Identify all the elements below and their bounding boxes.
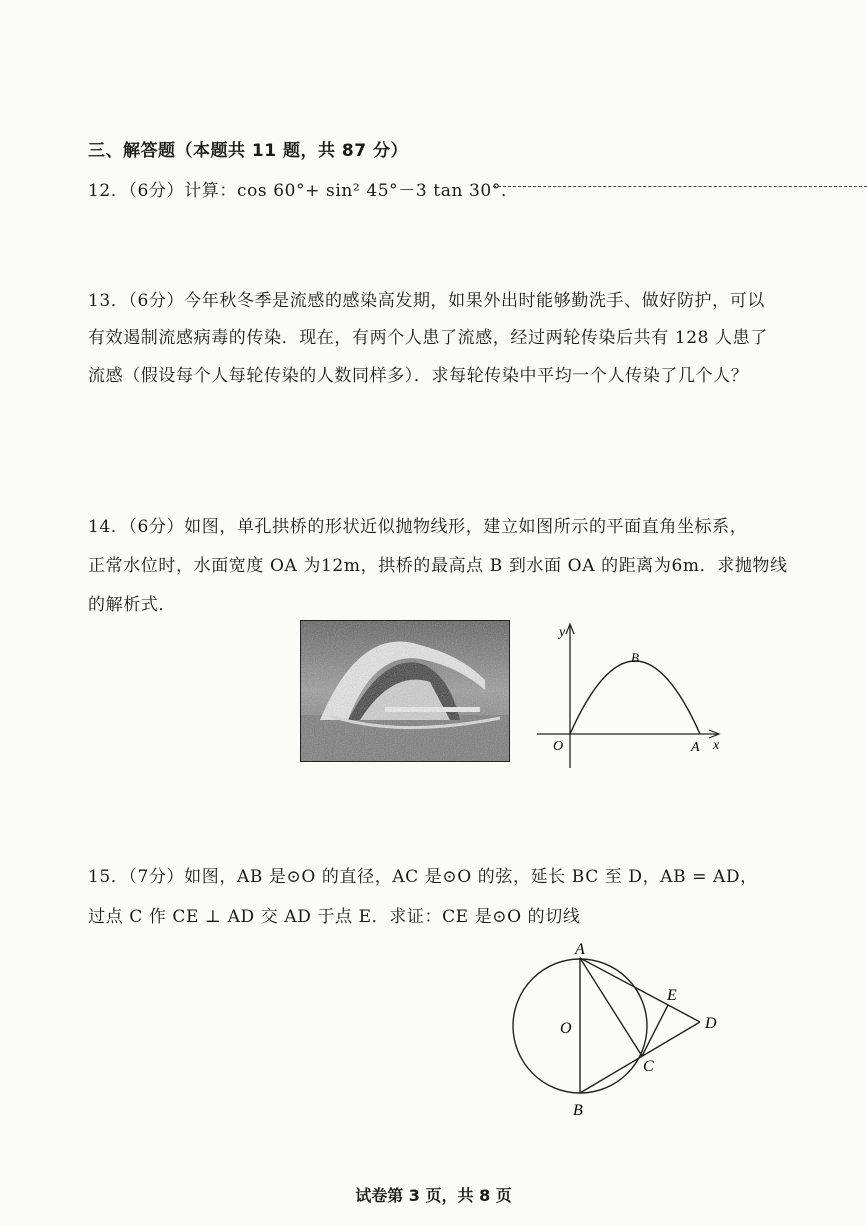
section-title: 三、解答题（本题共 11 题，共 87 分） <box>88 141 408 161</box>
label-d: D <box>705 1015 717 1032</box>
segment-bd <box>580 1022 700 1093</box>
page-footer: 试卷第 3 页，共 8 页 <box>355 1186 512 1205</box>
question-14-line-1: 14．（6分）如图，单孔拱桥的形状近似抛物线形，建立如图所示的平面直角坐标系， <box>88 517 748 537</box>
parabola-graph <box>535 618 725 773</box>
question-15-line-2: 过点 C 作 CE ⊥ AD 交 AD 于点 E．求证：CE 是⊙O 的切线 <box>88 907 581 927</box>
origin-label: O <box>553 739 564 754</box>
label-a: A <box>575 941 585 958</box>
label-o: O <box>560 1020 572 1037</box>
circle-tangent-figure <box>505 938 735 1123</box>
question-12: 12．（6分）计算：cos 60°+ sin² 45°－3 tan 30°． <box>88 181 519 201</box>
question-13-line-2: 有效遏制流感病毒的传染．现在，有两个人患了流感，经过两轮传染后共有 128 人患了 <box>88 328 768 348</box>
question-14-line-2: 正常水位时，水面宽度 OA 为12m，拱桥的最高点 B 到水面 OA 的距离为6m．求抛物线 <box>88 556 788 576</box>
label-e: E <box>667 987 677 1004</box>
label-c: C <box>643 1058 654 1075</box>
y-label: y <box>559 625 566 640</box>
answer-line <box>493 186 867 187</box>
arch-bridge-photo <box>300 620 510 762</box>
question-14-line-3: 的解析式． <box>88 595 176 615</box>
label-b: B <box>573 1102 583 1119</box>
point-a-label: A <box>691 740 700 755</box>
point-b-label: B <box>631 650 639 665</box>
parabola-curve <box>570 661 700 734</box>
question-15-line-1: 15．（7分）如图，AB 是⊙O 的直径，AC 是⊙O 的弦，延长 BC 至 D，AB = AD， <box>88 867 758 887</box>
segment-ad <box>580 958 700 1022</box>
x-label: x <box>713 738 720 753</box>
chord-ac <box>580 958 642 1056</box>
question-13-line-1: 13．（6分）今年秋冬季是流感的感染高发期，如果外出时能够勤洗手、做好防护，可以 <box>88 291 765 311</box>
question-13-line-3: 流感（假设每个人每轮传染的人数同样多）．求每轮传染中平均一个人传染了几个人？ <box>88 366 749 386</box>
